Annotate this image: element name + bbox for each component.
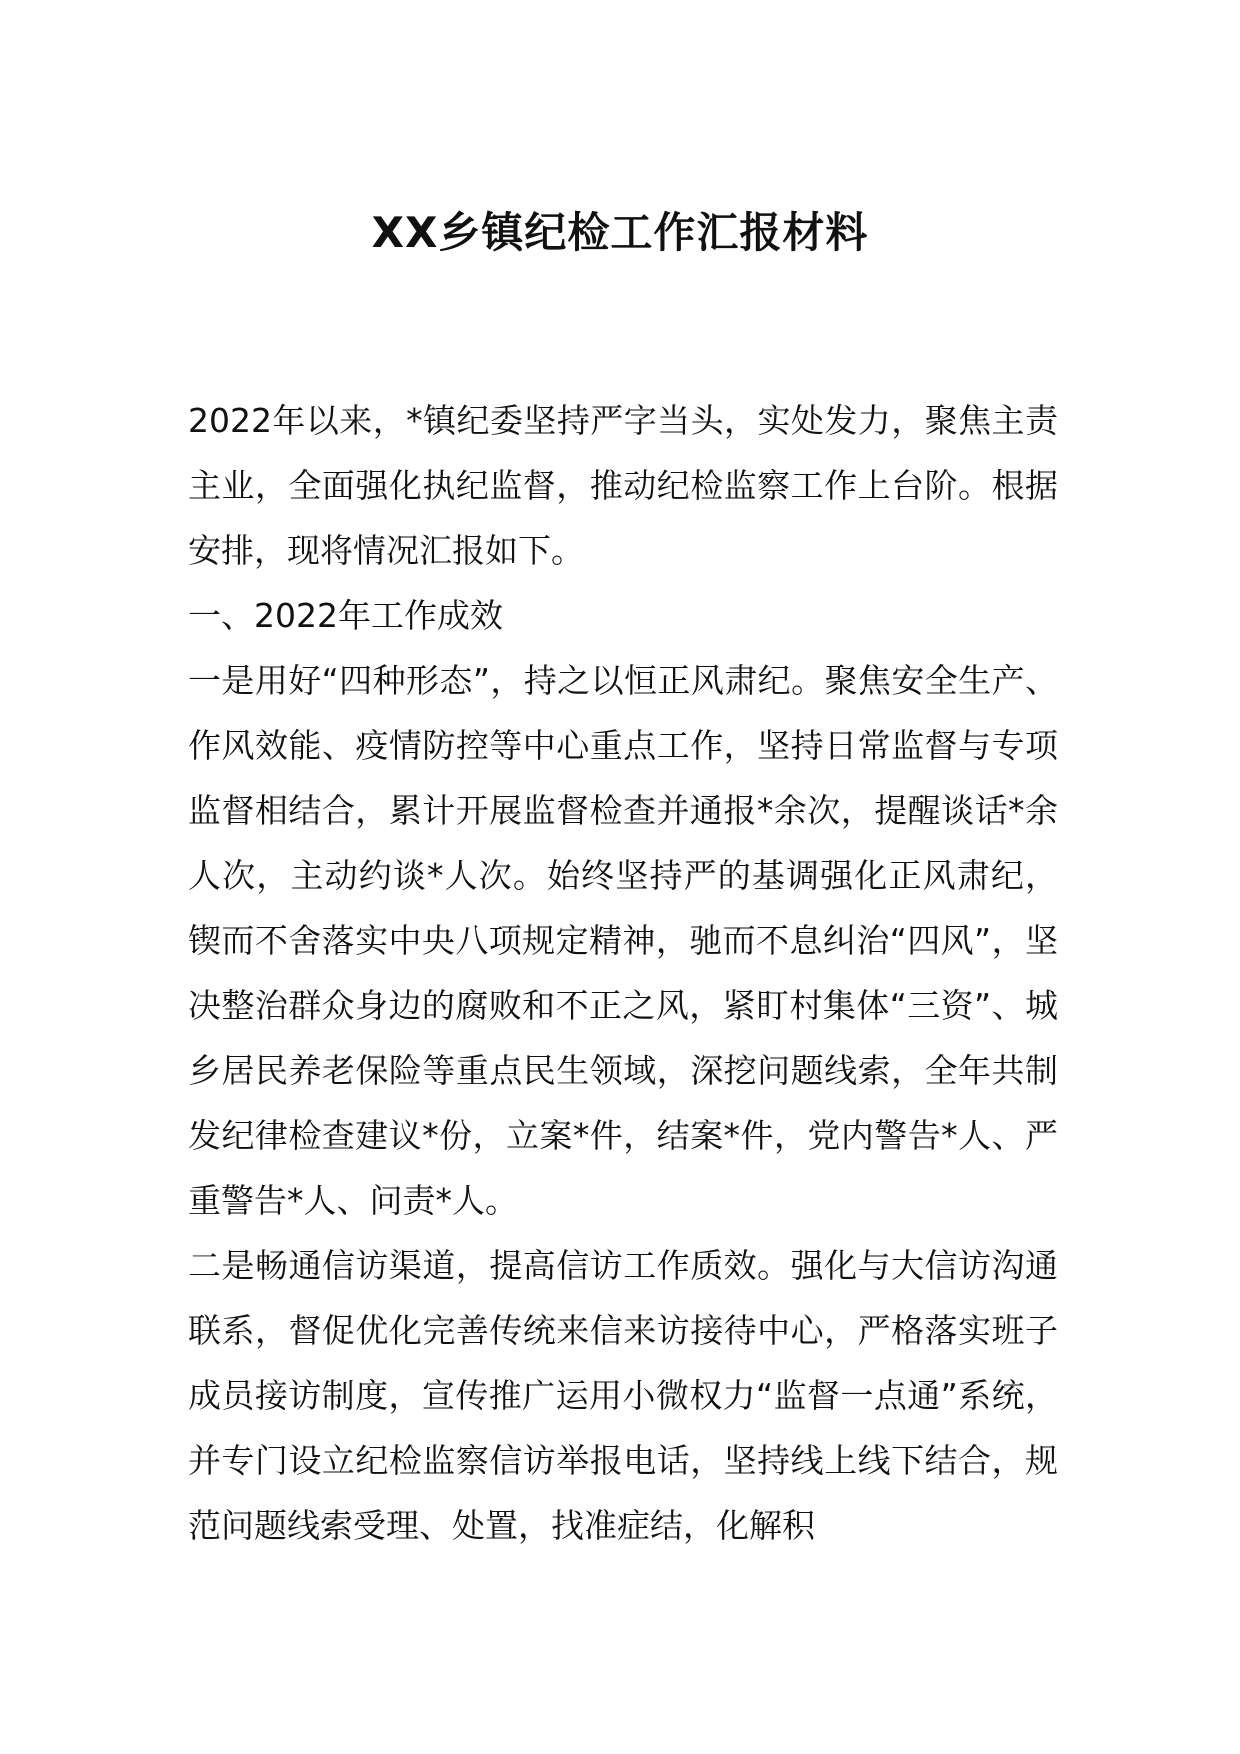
section-heading-achievements: 一、2022年工作成效 [188, 596, 503, 635]
paragraph-intro: 2022年以来，*镇纪委坚持严字当头，实处发力，聚焦主责主业，全面强化执纪监督，推动纪检监察工作上台阶。根据安排，现将情况汇报如下。 [188, 401, 1058, 570]
document-body [188, 388, 1058, 1558]
paragraph-petition-channels: 二是畅通信访渠道，提高信访工作质效。强化与大信访沟通联系，督促优化完善传统来信来访接待中心，严格落实班子成员接访制度，宣传推广运用小微权力“监督一点通”系统，并专门设立纪检监察信访举报电话，坚持线上线下结合，规范问题线索受理、处置，找准症结，化解积 [188, 1246, 1058, 1545]
paragraph-four-forms: 一是用好“四种形态”，持之以恒正风肃纪。聚焦安全生产、作风效能、疫情防控等中心重点工作，坚持日常监督与专项监督相结合，累计开展监督检查并通报*余次，提醒谈话*余人次，主动约谈*人次。始终坚持严的基调强化正风肃纪，锲而不舍落实中央八项规定精神，驰而不息纠治“四风”，坚决整治群众身边的腐败和不正之风，紧盯村集体“三资”、城乡居民养老保险等重点民生领域，深挖问题线索，全年共制发纪律检查建议*份，立案*件，结案*件，党内警告*人、严重警告*人、问责*人。 [188, 661, 1058, 1220]
document-title: XX乡镇纪检工作汇报材料 [371, 208, 869, 257]
